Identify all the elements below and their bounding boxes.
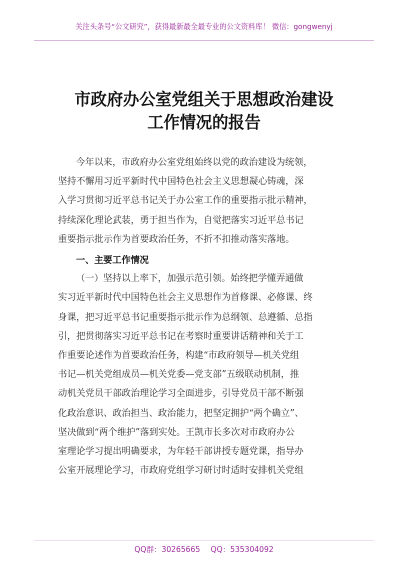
footer-qq-group: QQ群：30265665 xyxy=(134,545,201,554)
text-line: 坚持不懈用习近平新时代中国特色社会主义思想凝心铸魂，深 xyxy=(58,177,304,188)
text-line: 动机关党员干部政治理论学习全面进步，引导党员干部不断强 xyxy=(58,389,304,400)
section-heading xyxy=(58,251,358,270)
text-line: 公室开展理论学习，市政府党组学习研讨时适时安排机关党组 xyxy=(58,466,304,477)
text-line: 引，把贯彻落实习近平总书记在考察时重要讲话精神和关于工 xyxy=(58,331,304,342)
text-line: 入学习贯彻习近平总书记关于办公室工作的重要指示批示精神， xyxy=(58,196,313,207)
text-line: 重要指示批示作为首要政治任务，不折不扣推动落实落地。 xyxy=(58,234,295,245)
section-heading-text: 一、主要工作情况 xyxy=(76,255,149,267)
text-line: 室理论学习提出明确要求，为年轻干部讲授专题党课，指导办 xyxy=(58,447,304,458)
text-line: （一）坚持以上率下，加强示范引领。始终把学懂弄通做 xyxy=(76,274,304,285)
text-line: 实习近平新时代中国特色社会主义思想作为首修课、必修课、终 xyxy=(58,293,313,304)
text-line: 书记—机关党组成员—机关党委—党支部”五级联动机制，推 xyxy=(58,370,300,381)
page-footer xyxy=(0,544,408,555)
title-line-1: 市政府办公室党组关于思想政治建设 xyxy=(74,90,334,109)
document-body xyxy=(58,154,358,481)
header-divider xyxy=(34,40,374,41)
text-line: 今年以来，市政府办公室党组始终以党的政治建设为统领， xyxy=(76,158,313,168)
footer-qq-contact: QQ：535304092 xyxy=(210,545,274,554)
text-line: 持续深化理论武装，勇于担当作为，自觉把落实习近平总书记 xyxy=(58,215,304,226)
footer-divider xyxy=(34,540,374,541)
document-title xyxy=(50,88,358,134)
text-line: 身课，把习近平总书记重要指示批示作为总纲领、总遵循、总指 xyxy=(58,312,313,323)
paragraph-work-1 xyxy=(58,270,358,481)
text-line: 坚决做到“两个维护”落到实处。王凯市长多次对市政府办公 xyxy=(58,427,295,438)
text-line: 化政治意识、政治担当、政治能力，把坚定拥护“两个确立”、 xyxy=(58,408,304,419)
text-line: 作重要论述作为首要政治任务，构建“市政府领导—机关党组 xyxy=(58,351,300,362)
paragraph-intro xyxy=(58,154,358,250)
title-line-2: 工作情况的报告 xyxy=(147,113,261,132)
page-header-notice: 关注头条号“公文研究”，获得最新最全最专业的公文资料库！ 微信：gongwenyj xyxy=(75,22,333,31)
